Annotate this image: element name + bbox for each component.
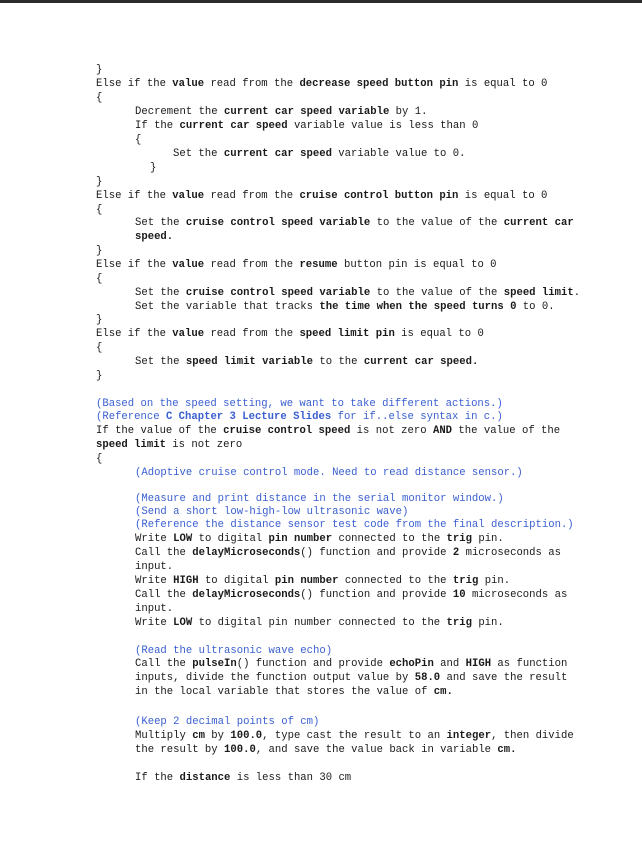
text-segment: , type cast the result to an [262, 730, 447, 742]
text-line [135, 493, 504, 506]
text-line [150, 162, 156, 175]
text-line [96, 328, 484, 341]
text-line [135, 645, 332, 658]
bold-term: AND [432, 425, 453, 437]
bold-term: cruise control speed variable [185, 217, 371, 229]
bold-term: cruise control speed [223, 425, 351, 437]
bold-term: HIGH [465, 658, 492, 670]
text-line [96, 370, 102, 383]
bold-term: speed limit [503, 287, 574, 299]
bold-term: speed limit variable [185, 356, 314, 368]
text-segment: Else if the [96, 328, 173, 340]
bold-term: 2 [452, 547, 460, 559]
comment-text: (Adoptive cruise control mode. Need to read distance sensor.) [135, 467, 523, 479]
bold-term: current car [503, 217, 574, 229]
text-segment: Call the [135, 658, 193, 670]
text-segment: { [96, 92, 103, 104]
text-segment: } [96, 245, 103, 257]
bold-term: trig [446, 617, 472, 629]
text-segment: as function [491, 658, 568, 670]
text-segment: Write [135, 533, 174, 545]
text-segment: Decrement the [135, 106, 225, 118]
text-segment: the result by [135, 744, 225, 756]
text-segment: pin. [471, 617, 504, 629]
comment-text: (Send a short low-high-low ultrasonic wave) [135, 506, 409, 518]
text-line [96, 425, 560, 438]
text-segment: variable value is less than 0 [287, 120, 479, 132]
text-segment: () function and provide [300, 589, 453, 601]
bold-term: speed limit pin [299, 328, 395, 340]
bold-term: current car speed [179, 120, 288, 132]
text-line [96, 411, 503, 424]
text-segment: the value of the [452, 425, 561, 437]
text-segment: Set the [135, 356, 186, 368]
text-segment: } [96, 176, 103, 188]
bold-term: delayMicroseconds [192, 547, 301, 559]
text-line [96, 92, 102, 105]
bold-term: pulseIn [192, 658, 237, 670]
text-line [135, 231, 173, 244]
text-line [135, 686, 453, 699]
text-segment: Else if the [96, 78, 173, 90]
text-segment: Set the variable that tracks [135, 301, 320, 313]
text-segment: } [96, 370, 103, 382]
text-segment: Else if the [96, 259, 173, 271]
bold-term: trig [446, 533, 472, 545]
text-segment: is less than 30 cm [230, 772, 352, 784]
text-segment: () function and provide [236, 658, 390, 670]
bold-term: cm. [433, 686, 453, 698]
text-line [96, 342, 102, 355]
text-line [135, 106, 427, 119]
text-segment: Set the [173, 148, 224, 160]
comment-text: (Keep 2 decimal points of cm) [135, 716, 320, 728]
comment-text: (Reference [96, 411, 166, 423]
bold-term: current car speed [223, 148, 332, 160]
bold-term: integer [446, 730, 492, 742]
text-line [96, 439, 242, 452]
text-segment: If the value of the [96, 425, 224, 437]
text-segment: Else if the [96, 190, 173, 202]
bold-term: cruise control button pin [299, 190, 459, 202]
bold-term: distance [179, 772, 231, 784]
text-line [135, 519, 574, 532]
text-segment: read from the [204, 78, 300, 90]
text-segment: to the value of the [370, 217, 504, 229]
text-line [135, 575, 510, 588]
text-segment: to 0. [516, 301, 555, 313]
bold-term: HIGH [173, 575, 199, 587]
text-segment: input. [135, 561, 174, 573]
bold-term: echoPin [389, 658, 434, 670]
text-line [96, 273, 102, 286]
text-segment: pin. [471, 533, 504, 545]
text-segment: microseconds as [459, 547, 561, 559]
text-line [135, 730, 574, 743]
bold-term: cm. [497, 744, 517, 756]
bold-term: LOW [173, 533, 193, 545]
bold-term: LOW [173, 617, 193, 629]
text-segment: { [96, 453, 103, 465]
text-line [135, 120, 478, 133]
text-line [135, 658, 567, 671]
text-segment: and save the result [440, 672, 568, 684]
bold-term: C Chapter 3 Lecture Slides [165, 411, 332, 423]
bold-term: pin number [268, 533, 333, 545]
bold-term: 100.0 [230, 730, 263, 742]
text-line [135, 533, 504, 546]
bold-term: current car speed. [363, 356, 479, 368]
text-segment: to digital [192, 533, 269, 545]
text-line [135, 467, 523, 480]
bold-term: delayMicroseconds [192, 589, 301, 601]
text-line [96, 398, 503, 411]
text-line [135, 716, 319, 729]
text-segment: input. [135, 603, 174, 615]
text-segment: microseconds as [465, 589, 568, 601]
text-segment: } [96, 64, 103, 76]
text-segment: , then divide [491, 730, 574, 742]
text-line [135, 603, 173, 616]
text-segment: { [96, 342, 103, 354]
bold-term: speed limit [96, 439, 166, 451]
text-segment: connected to the [338, 575, 453, 587]
text-segment: to digital [198, 575, 275, 587]
text-segment: { [96, 204, 103, 216]
text-line [135, 589, 567, 602]
text-segment: , and save the value back in variable [255, 744, 498, 756]
bold-term: current car speed variable [224, 106, 390, 118]
text-line [96, 259, 497, 272]
text-segment: Multiply [135, 730, 193, 742]
text-line [135, 506, 408, 519]
text-segment: connected to the [332, 533, 447, 545]
bold-term: 100.0 [224, 744, 256, 756]
text-segment: pin. [478, 575, 511, 587]
text-segment: Call the [135, 547, 193, 559]
text-segment: Set the [135, 217, 186, 229]
text-segment: to the [313, 356, 364, 368]
text-segment: is equal to 0 [394, 328, 484, 340]
text-segment: read from the [204, 259, 300, 271]
text-segment: by [204, 730, 231, 742]
bold-term: value [172, 78, 205, 90]
comment-text: for if..else syntax in c.) [331, 411, 503, 423]
bold-term: value [172, 190, 205, 202]
text-line [135, 217, 574, 230]
text-segment: Write [135, 617, 174, 629]
text-segment: read from the [204, 328, 300, 340]
text-segment: to the value of the [370, 287, 504, 299]
text-line [135, 301, 555, 314]
bold-term: value [172, 328, 205, 340]
text-line [135, 672, 567, 685]
text-segment: is not zero [350, 425, 433, 437]
text-segment: to digital pin number connected to the [192, 617, 447, 629]
bold-term: pin number [274, 575, 339, 587]
bold-term: the time when the speed turns 0 [319, 301, 517, 313]
text-line [96, 245, 102, 258]
comment-text: (Read the ultrasonic wave echo) [135, 645, 333, 657]
text-segment: is not zero [165, 439, 243, 451]
text-line [135, 744, 516, 757]
bold-term: 10 [452, 589, 466, 601]
text-line [96, 64, 102, 77]
text-segment: () function and provide [300, 547, 453, 559]
text-segment: } [150, 162, 157, 174]
text-segment: by 1. [389, 106, 428, 118]
text-segment: Call the [135, 589, 193, 601]
comment-text: (Reference the distance sensor test code from the final description.) [135, 519, 574, 531]
text-line [96, 176, 102, 189]
bold-term: trig [452, 575, 479, 587]
text-line [96, 190, 547, 203]
text-segment: { [135, 134, 142, 146]
bold-term: 58.0 [414, 672, 441, 684]
text-segment: If the [135, 772, 180, 784]
text-line [135, 134, 141, 147]
text-line [173, 148, 465, 161]
comment-text: (Measure and print distance in the serial monitor window.) [135, 493, 504, 505]
bold-term: resume [299, 259, 338, 271]
text-segment: } [96, 314, 103, 326]
text-line [96, 204, 102, 217]
text-segment: is equal to 0 [458, 190, 548, 202]
bold-term: cm [192, 730, 205, 742]
text-segment: in the local variable that stores the value of [135, 686, 434, 698]
text-segment: is equal to 0 [458, 78, 548, 90]
text-line [96, 314, 102, 327]
text-line [96, 78, 547, 91]
text-segment: Write [135, 575, 174, 587]
comment-text: (Based on the speed setting, we want to take different actions.) [96, 398, 503, 410]
text-line [135, 561, 173, 574]
bold-term: cruise control speed variable [185, 287, 371, 299]
text-segment: If the [135, 120, 180, 132]
text-segment: . [573, 287, 581, 299]
text-line [135, 772, 351, 785]
bold-term: speed. [135, 231, 174, 243]
text-segment: { [96, 273, 103, 285]
text-segment: read from the [204, 190, 300, 202]
text-line [135, 356, 478, 369]
bold-term: decrease speed button pin [299, 78, 459, 90]
text-line [135, 287, 580, 300]
text-line [96, 453, 102, 466]
text-segment: and [433, 658, 466, 670]
text-line [135, 617, 504, 630]
text-line [135, 547, 561, 560]
text-segment: variable value to 0. [331, 148, 466, 160]
text-segment: inputs, divide the function output value by [135, 672, 415, 684]
bold-term: value [172, 259, 205, 271]
text-segment: button pin is equal to 0 [337, 259, 497, 271]
text-segment: Set the [135, 287, 186, 299]
